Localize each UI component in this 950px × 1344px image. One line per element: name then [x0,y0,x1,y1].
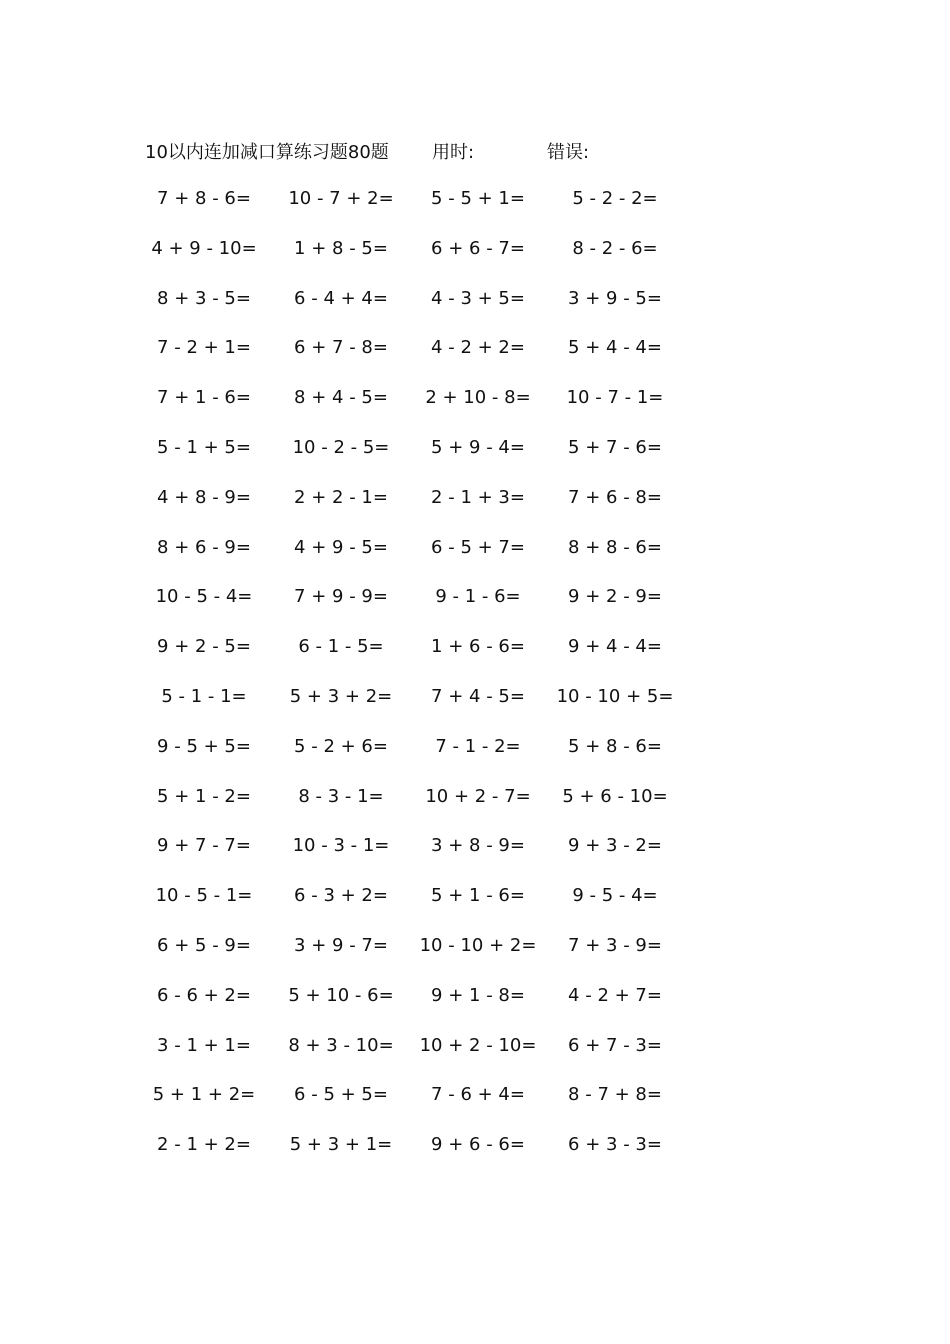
problem-row [0,1132,950,1182]
problem-row [0,535,950,585]
math-problem: 7 + 4 - 5= [431,685,525,707]
math-problem: 4 + 8 - 9= [157,486,251,508]
time-label: 用时: [432,142,475,163]
problem-row [0,335,950,385]
math-problem: 10 - 2 - 5= [292,436,390,458]
page-title: 10以内连加减口算练习题80题 [145,142,389,163]
error-label: 错误: [547,142,590,163]
problem-row [0,286,950,336]
math-problem: 5 + 3 + 1= [289,1134,393,1156]
math-problem: 5 - 5 + 1= [431,188,525,209]
math-problem: 7 + 9 - 9= [294,586,388,608]
math-problem: 9 + 7 - 7= [157,835,251,857]
math-problem: 4 - 3 + 5= [431,287,525,309]
math-problem: 6 + 7 - 8= [294,337,388,359]
math-problem: 10 - 7 - 1= [566,387,664,409]
problem-row [0,634,950,684]
math-problem: 7 - 1 - 2= [435,735,521,757]
math-problem: 5 + 10 - 6= [288,984,394,1006]
math-problem: 7 + 3 - 9= [568,934,662,956]
math-problem: 4 - 2 + 7= [568,984,662,1006]
problem-row [0,784,950,834]
math-problem: 5 + 7 - 6= [568,436,662,458]
problem-row [0,1033,950,1083]
math-problem: 5 - 2 + 6= [294,735,388,757]
math-problem: 6 + 6 - 7= [431,237,525,259]
math-problem: 4 - 2 + 2= [431,337,525,359]
math-problem: 9 + 1 - 8= [431,984,525,1006]
problem-row [0,833,950,883]
math-problem: 10 + 2 - 7= [425,785,531,807]
math-problem: 7 + 8 - 6= [157,188,251,209]
math-problem: 10 - 3 - 1= [292,835,390,857]
math-problem: 3 + 9 - 5= [568,287,662,309]
math-problem: 8 - 3 - 1= [298,785,384,807]
math-problem: 6 + 5 - 9= [157,934,251,956]
math-problem: 6 + 7 - 3= [568,1034,662,1056]
math-problem: 1 + 6 - 6= [431,636,525,658]
problem-row [0,186,950,236]
math-problem: 5 + 1 + 2= [152,1084,256,1106]
math-problem: 6 - 5 + 7= [431,536,525,558]
math-problem: 2 - 1 + 3= [431,486,525,508]
math-problem: 6 - 3 + 2= [294,885,388,907]
math-problem: 5 + 1 - 6= [431,885,525,907]
math-problem: 10 - 7 + 2= [288,188,394,209]
math-problem: 5 + 9 - 4= [431,436,525,458]
math-problem: 3 + 9 - 7= [294,934,388,956]
math-problem: 7 + 6 - 8= [568,486,662,508]
math-problem: 8 + 3 - 5= [157,287,251,309]
math-problem: 10 - 5 - 4= [155,586,253,608]
problem-row [0,236,950,286]
math-problem: 5 + 8 - 6= [568,735,662,757]
math-problem: 9 + 2 - 5= [157,636,251,658]
problem-row [0,734,950,784]
math-problem: 8 - 2 - 6= [572,237,658,259]
worksheet-header [0,138,950,164]
math-problem: 9 + 6 - 6= [431,1134,525,1156]
math-problem: 7 + 1 - 6= [157,387,251,409]
math-problem: 6 - 4 + 4= [294,287,388,309]
problem-row [0,385,950,435]
math-problem: 5 - 1 + 5= [157,436,251,458]
math-problem: 6 + 3 - 3= [568,1134,662,1156]
math-problem: 8 + 8 - 6= [568,536,662,558]
problem-row [0,684,950,734]
problem-row [0,933,950,983]
problem-row [0,1082,950,1132]
math-problem: 5 - 2 - 2= [572,188,658,209]
math-problem: 5 - 1 - 1= [161,685,247,707]
problem-row [0,983,950,1033]
math-problem: 7 - 6 + 4= [431,1084,525,1106]
math-problem: 8 + 6 - 9= [157,536,251,558]
problem-row [0,883,950,933]
math-problem: 9 - 1 - 6= [435,586,521,608]
math-problem: 4 + 9 - 10= [151,237,257,259]
math-problem: 10 + 2 - 10= [419,1034,537,1056]
math-problem: 2 + 2 - 1= [294,486,388,508]
math-problem: 9 - 5 - 4= [572,885,658,907]
math-problem: 9 - 5 + 5= [157,735,251,757]
math-problem: 8 - 7 + 8= [568,1084,662,1106]
math-problem: 2 - 1 + 2= [157,1134,251,1156]
math-problem: 3 + 8 - 9= [431,835,525,857]
math-problem: 8 + 3 - 10= [288,1034,394,1056]
math-problem: 2 + 10 - 8= [425,387,531,409]
math-problem: 5 + 1 - 2= [157,785,251,807]
math-problem: 6 - 5 + 5= [294,1084,388,1106]
problem-row [0,485,950,535]
math-problem: 9 + 4 - 4= [568,636,662,658]
math-problem: 9 + 3 - 2= [568,835,662,857]
math-problem: 10 - 10 + 5= [556,685,674,707]
math-problem: 10 - 5 - 1= [155,885,253,907]
math-problem: 7 - 2 + 1= [157,337,251,359]
math-problem: 4 + 9 - 5= [294,536,388,558]
math-problem: 3 - 1 + 1= [157,1034,251,1056]
problem-row [0,435,950,485]
problem-row [0,584,950,634]
math-problem: 8 + 4 - 5= [294,387,388,409]
math-problem: 6 - 6 + 2= [157,984,251,1006]
math-problem: 5 + 6 - 10= [562,785,668,807]
math-problem: 6 - 1 - 5= [298,636,384,658]
math-problem: 1 + 8 - 5= [294,237,388,259]
math-problem: 10 - 10 + 2= [419,934,537,956]
math-problem: 9 + 2 - 9= [568,586,662,608]
math-problem: 5 + 4 - 4= [568,337,662,359]
problem-grid [0,186,950,1182]
math-problem: 5 + 3 + 2= [289,685,393,707]
